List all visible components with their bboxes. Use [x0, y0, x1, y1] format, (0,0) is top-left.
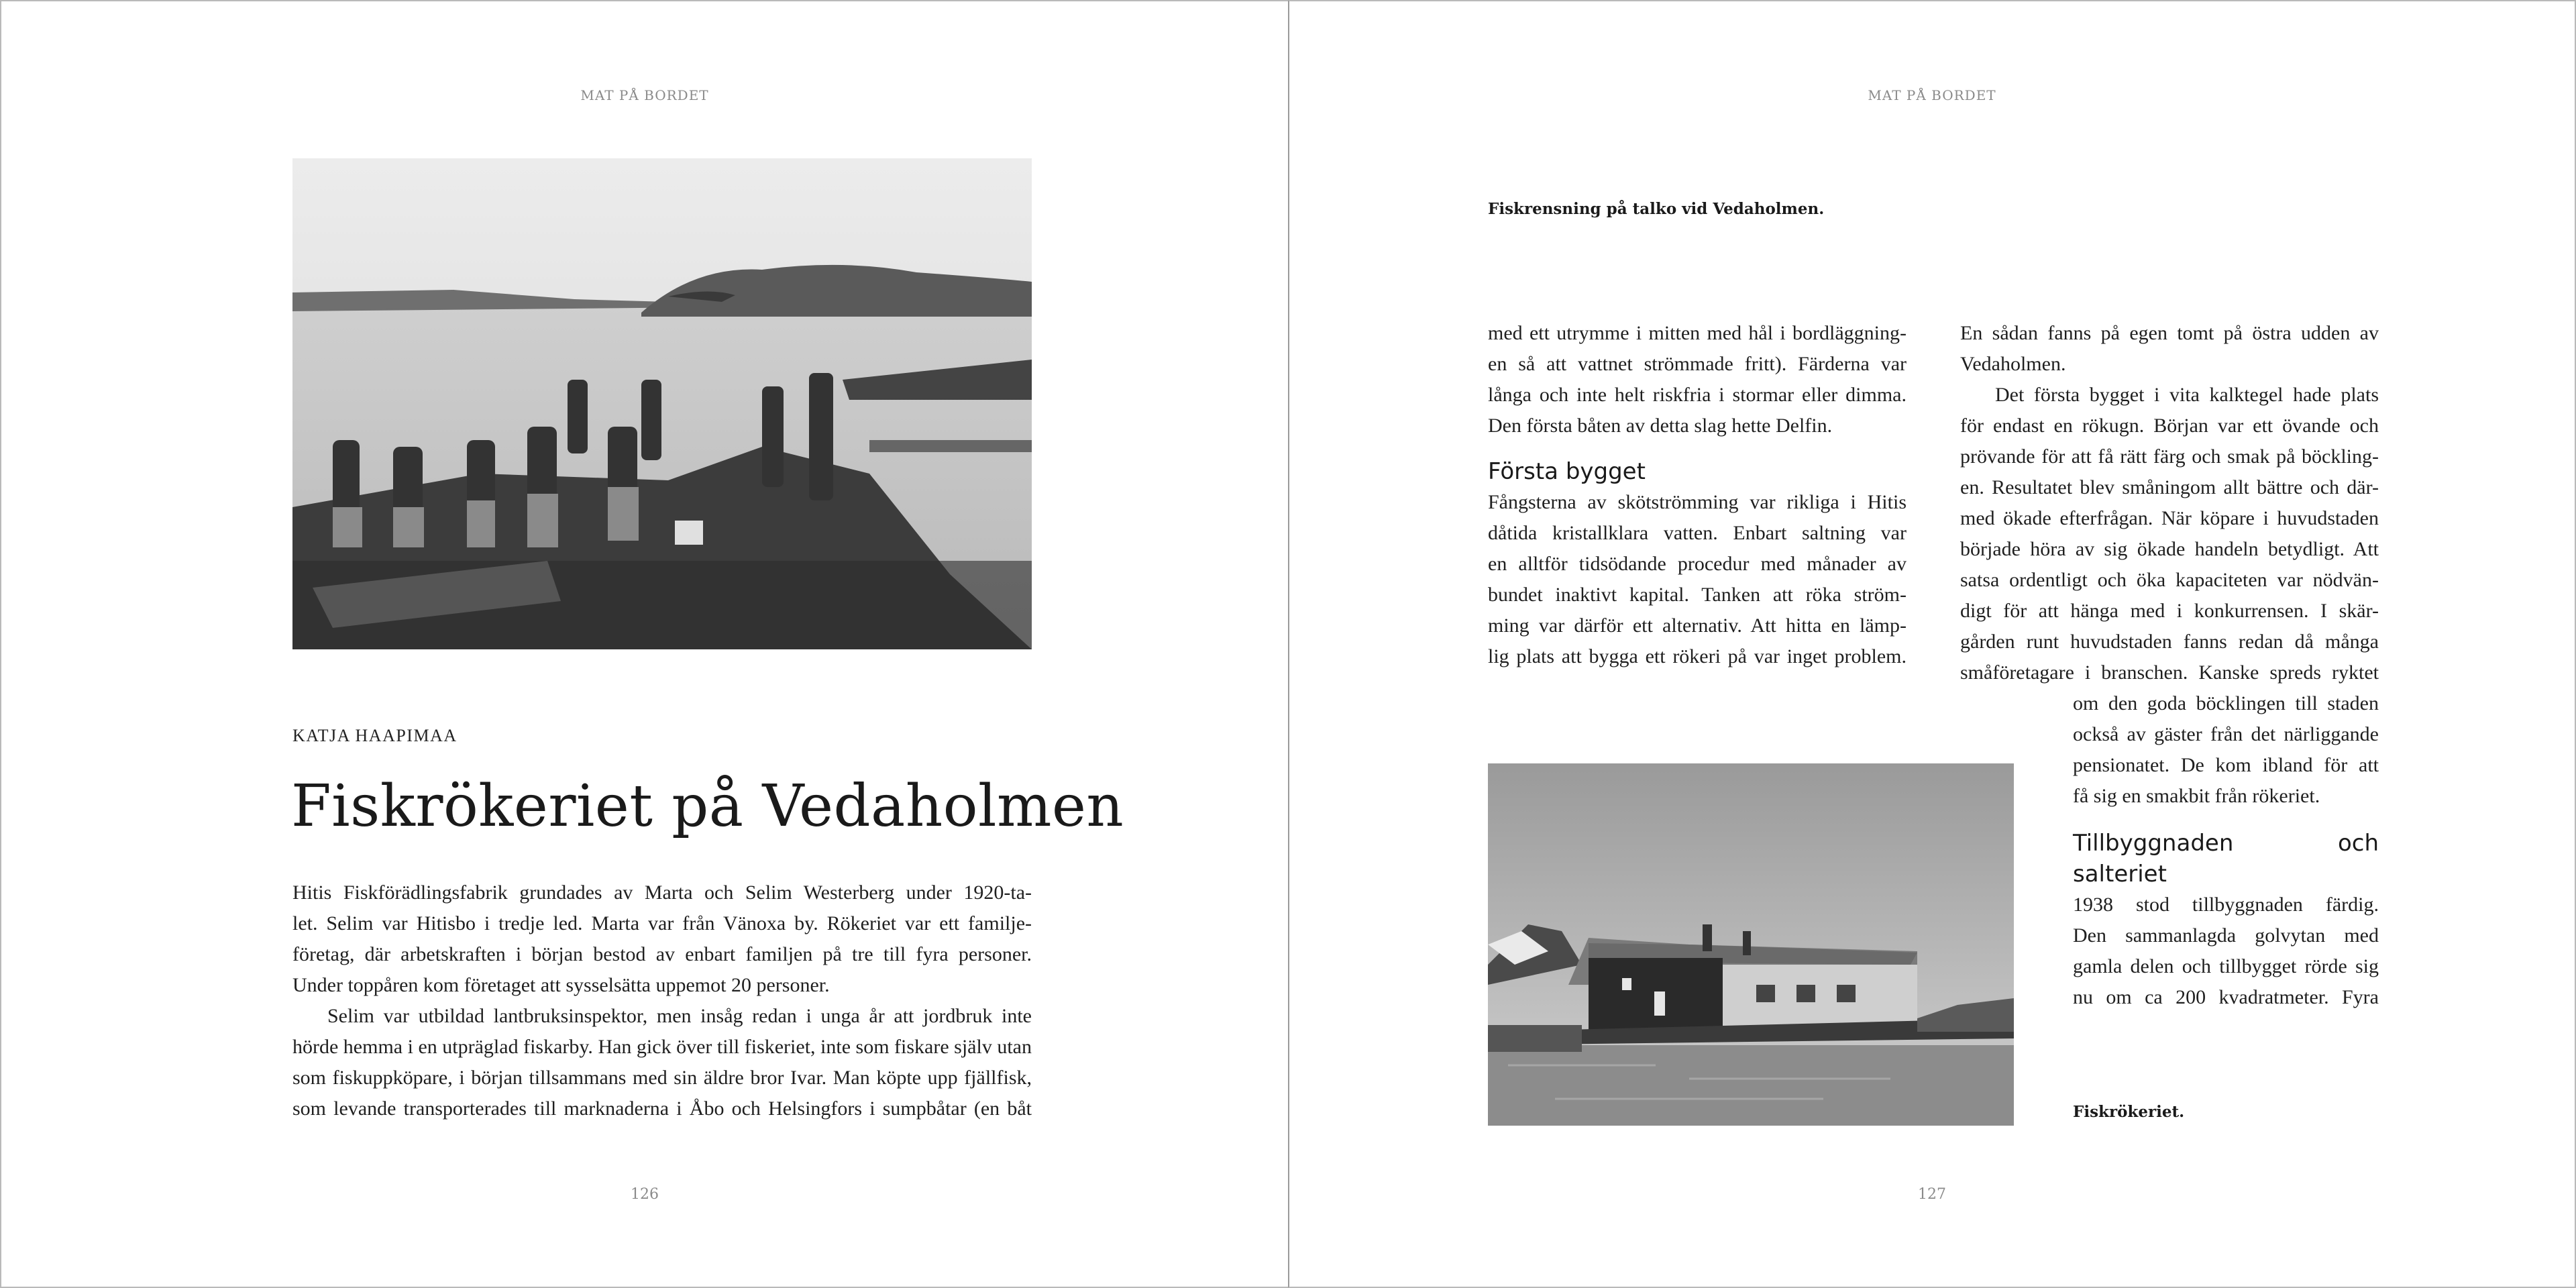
running-head: MAT PÅ BORDET	[580, 87, 709, 103]
text-line: let. Selim var Hitisbo i tredje led. Marta var från Vänoxa by. Rökeriet var ett familje-	[292, 912, 1032, 934]
text-line: hörde hemma i en utpräglad fiskarby. Han gick över till fiskeriet, inte som fiskare själv utan	[292, 1036, 1032, 1058]
smokehouse-photo-graphic	[1488, 763, 2014, 1126]
text-line: som fiskuppköpare, i början tillsammans med sin äldre bror Ivar. Man köpte upp fjällfisk,	[292, 1067, 1032, 1089]
text-line: en alltför tidsödande procedur med månader av	[1488, 553, 1907, 575]
text-line: en. Resultatet blev småningom allt bättre och där-	[1960, 476, 2379, 498]
photo-caption-top: Fiskrensning på talko vid Vedaholmen.	[1488, 200, 1825, 218]
text-line: småföretagare i branschen. Kanske spreds ryktet	[1960, 661, 2379, 684]
text-line: dåtida kristallklara vatten. Enbart saltning var	[1488, 522, 1907, 544]
text-line: bundet inaktivt kapital. Tanken att röka ström-	[1488, 584, 1907, 606]
text-line: nu om ca 200 kvadratmeter. Fyra	[2073, 986, 2379, 1008]
text-line: Den sammanlagda golvytan med	[2073, 924, 2379, 947]
right-col2-text	[1960, 318, 2379, 688]
text-line: med ökade efterfrågan. När köpare i huvudstaden	[1960, 507, 2379, 529]
text-line: Vedaholmen.	[1960, 353, 2066, 375]
text-line: Den första båten av detta slag hette Delfin.	[1488, 415, 1833, 437]
text-line: 1938 stod tillbyggnaden färdig.	[2073, 894, 2379, 916]
subheading-forsta-bygget: Första bygget	[1488, 458, 1646, 485]
text-line: digt för att hänga med i konkurrensen. I skär-	[1960, 600, 2379, 622]
photo-fish-cleaning	[292, 158, 1032, 649]
text-line: långa och inte helt riskfria i stormar eller dimma.	[1488, 384, 1907, 406]
left-body-text	[292, 877, 1032, 1124]
text-line: en så att vattnet strömmade fritt). Färderna var	[1488, 353, 1907, 375]
text-line: ming var därför ett alternativ. Att hitta en lämp-	[1488, 614, 1907, 637]
text-line: Det första bygget i vita kalktegel hade plats	[1995, 384, 2379, 406]
text-line: Hitis Fiskförädlingsfabrik grundades av Marta och Selim Westerberg under 1920-ta-	[292, 881, 1032, 904]
text-line: började höra av sig ökade handeln betydligt. Att	[1960, 538, 2379, 560]
page-number: 126	[631, 1186, 659, 1203]
text-line: med ett utrymme i mitten med hål i bordläggning-	[1488, 322, 1907, 344]
text-line: En sådan fanns på egen tomt på östra udden av	[1960, 322, 2379, 344]
author-name: KATJA HAAPIMAA	[292, 726, 458, 745]
photo-caption-bottom: Fiskrökeriet.	[2073, 1103, 2185, 1121]
text-line: satsa ordentligt och öka kapaciteten var nödvän-	[1960, 569, 2379, 591]
text-line: för endast en rökugn. Början var ett övande och	[1960, 415, 2379, 437]
text-line: som levande transporterades till marknaderna i Åbo och Helsingfors i sumpbåtar (en båt	[292, 1097, 1032, 1120]
text-line: pensionatet. De kom ibland för att	[2073, 754, 2379, 776]
running-head: MAT PÅ BORDET	[1868, 87, 1996, 103]
fish-cleaning-photo-graphic	[292, 158, 1032, 649]
text-line: prövande för att få rätt färg och smak på böckling-	[1960, 445, 2379, 468]
photo-smokehouse	[1488, 763, 2014, 1126]
text-line: få sig en smakbit från rökeriet.	[2073, 785, 2320, 807]
article-title: Fiskrökeriet på Vedaholmen	[291, 773, 1124, 840]
text-line: gården runt huvudstaden fanns redan då många	[1960, 631, 2379, 653]
page-number: 127	[1918, 1186, 1946, 1203]
text-line: företag, där arbetskraften i början bestod av enbart familjen på tre till fyra personer.	[292, 943, 1032, 965]
right-col1-text	[1488, 318, 1907, 672]
text-line: Fångsterna av skötströmming var rikliga i Hitis	[1488, 491, 1907, 513]
right-col2b-text	[2073, 688, 2379, 1013]
text-line: om den goda böcklingen till staden	[2073, 692, 2379, 714]
text-line: lig plats att bygga ett rökeri på var inget problem.	[1488, 645, 1907, 667]
text-line: Selim var utbildad lantbruksinspektor, men insåg redan i unga år att jordbruk inte	[327, 1005, 1032, 1027]
text-line: Under toppåren kom företaget att sysselsätta uppemot 20 personer.	[292, 974, 830, 996]
right-page	[1288, 0, 2576, 1288]
text-line: också av gäster från det närliggande	[2073, 723, 2379, 745]
subheading-tillbyggnaden: Tillbyggnaden och salteriet	[2073, 830, 2379, 888]
text-line: gamla delen och tillbygget rörde sig	[2073, 955, 2379, 977]
